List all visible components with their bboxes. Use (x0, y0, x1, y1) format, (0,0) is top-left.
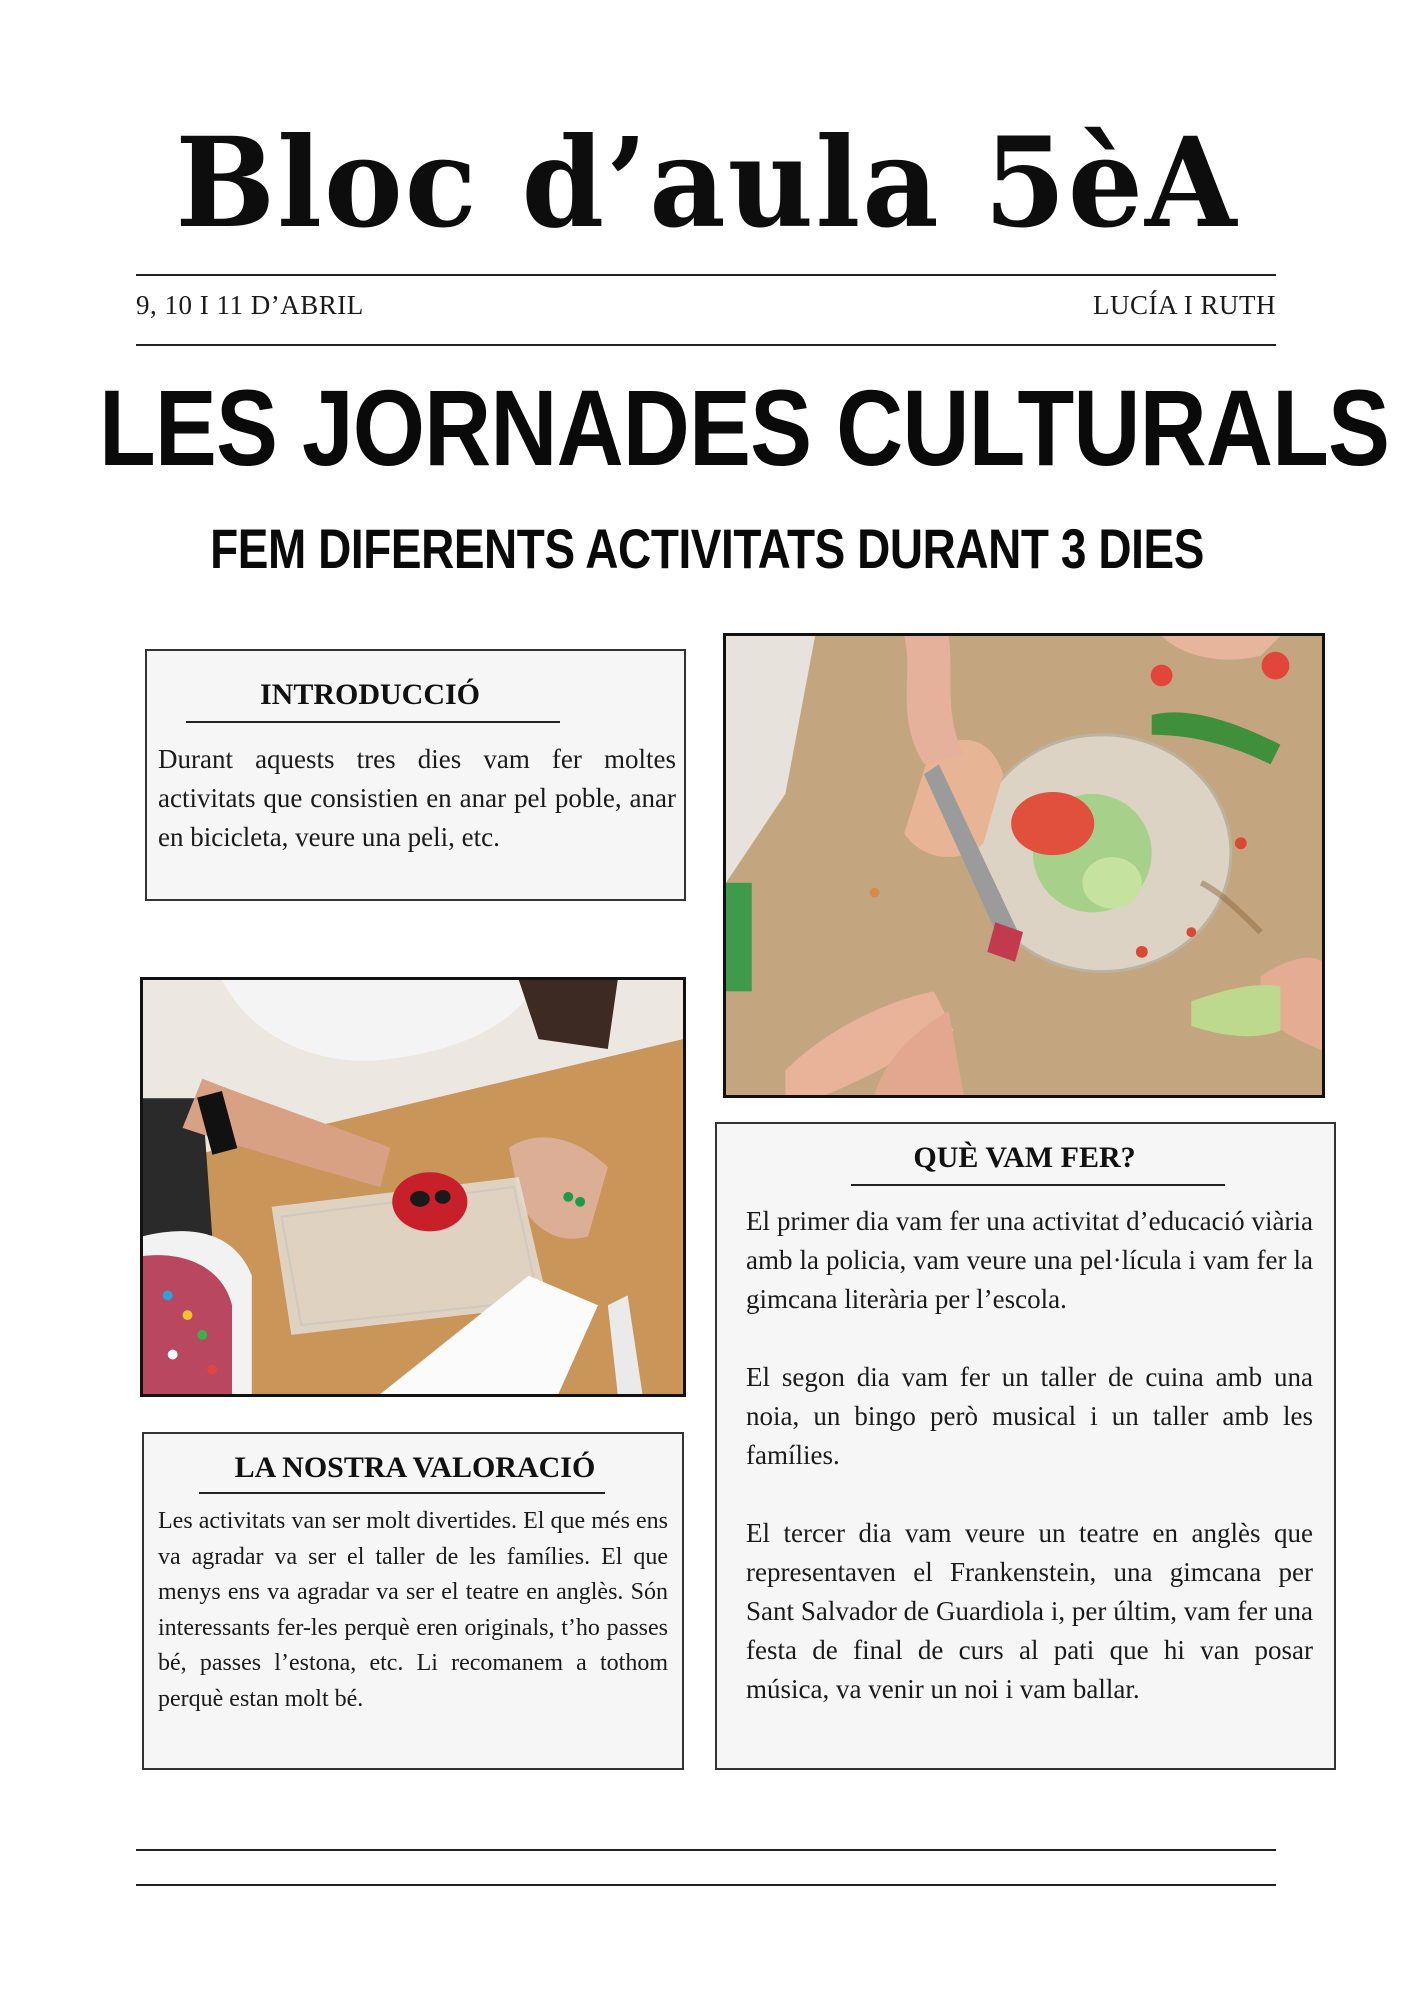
valoracio-text: Les activitats van ser molt divertides. El que més ens va agradar va ser el taller de les famílies. El que menys ens va agradar va ser el teatre en anglès. Són interessants fer-les perquè eren originals, t’ho passes bé, passes l’estona, etc. Li recomanem a tothom perquè estan molt bé. (158, 1508, 668, 1712)
valoracio-box (142, 1432, 684, 1770)
masthead-title: Bloc d’aula 5èA (175, 109, 1239, 256)
que-vam-fer-paragraph-1: El primer dia vam fer una activitat d’educació viària amb la policia, vam veure una pel·lícula i vam fer la gimcana literària per l’escola. (746, 1206, 1313, 1314)
issue-authors: LUCÍA I RUTH (1093, 290, 1276, 320)
que-vam-fer-title-rule (851, 1184, 1225, 1186)
introduccio-title-rule (186, 721, 560, 723)
que-vam-fer-title: QUÈ VAM FER? (913, 1141, 1136, 1174)
que-vam-fer-box (715, 1122, 1336, 1770)
que-vam-fer-paragraph-3: El tercer dia vam veure un teatre en anglès que representaven el Frankenstein, una gimcana per Sant Salvador de Guardiola i, per últim, vam fer una festa de final de curs al pati que hi van posar música, va venir un noi i vam ballar. (746, 1518, 1313, 1704)
introduccio-title: INTRODUCCIÓ (259, 678, 481, 711)
introduccio-text: Durant aquests tres dies vam fer moltes activitats que consistien en anar pel poble, anar en bicicleta, veure una peli, etc. (158, 744, 676, 852)
que-vam-fer-paragraph-2: El segon dia vam fer un taller de cuina amb una noia, un bingo però musical i un taller amb les famílies. (746, 1362, 1313, 1470)
family-workshop-beads-photo (140, 977, 686, 1397)
dateline-bottom-rule (136, 344, 1276, 346)
headline-subtitle: FEM DIFERENTS ACTIVITATS DURANT 3 DIES (210, 517, 1204, 580)
valoracio-title-rule (199, 1492, 605, 1494)
introduccio-box (145, 649, 686, 901)
headline-title: LES JORNADES CULTURALS (98, 367, 1390, 488)
top-rule (136, 274, 1276, 276)
footer-rule-1 (136, 1849, 1276, 1851)
valoracio-title: LA NOSTRA VALORACIÓ (234, 1451, 596, 1484)
footer-rule-2 (136, 1884, 1276, 1886)
issue-date: 9, 10 I 11 D’ABRIL (136, 290, 364, 320)
cooking-workshop-photo (723, 633, 1325, 1098)
que-vam-fer-text (746, 1202, 1313, 1709)
